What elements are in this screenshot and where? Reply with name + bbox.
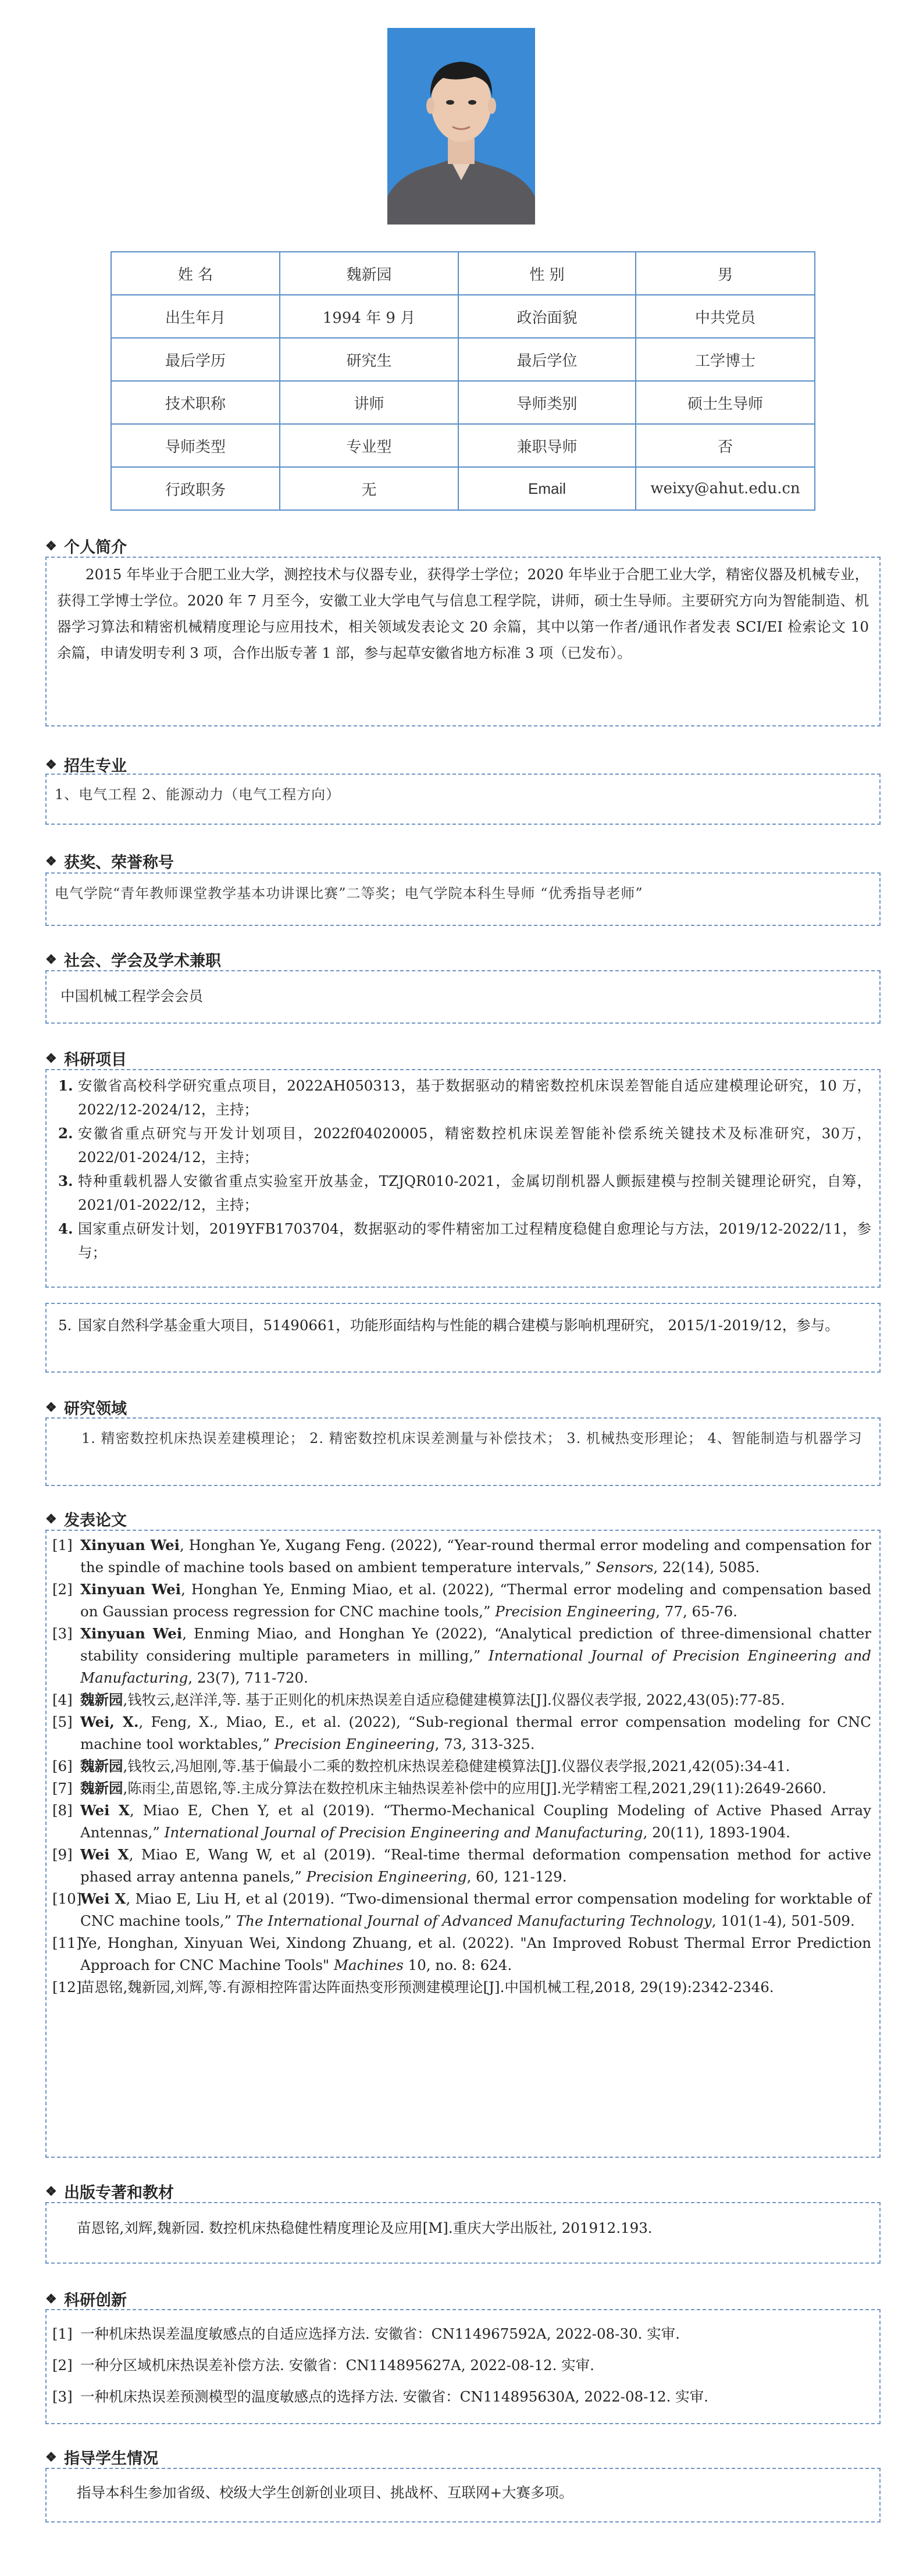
field-label: 兼职导师	[458, 424, 636, 467]
table-row	[111, 467, 815, 510]
field-value: 魏新园	[280, 252, 458, 295]
list-item: [7] 魏新园,陈雨尘,苗恩铭,等.主成分算法在数控机床主轴热误差补偿中的应用[J].光学精密工程,2021,29(11):2649-2660.	[52, 1780, 826, 1797]
field-label: 行政职务	[111, 467, 280, 510]
diamond-bullet-icon: ❖	[45, 952, 57, 967]
papers-box	[45, 1530, 881, 2158]
diamond-bullet-icon: ❖	[45, 2449, 57, 2465]
section-title-books: ❖ 出版专著和教材	[45, 2183, 174, 2202]
fields-box	[45, 1417, 881, 1486]
field-label: 性 别	[458, 252, 636, 295]
field-label: 最后学历	[111, 338, 280, 381]
field-label: 出生年月	[111, 295, 280, 338]
students-text: 指导本科生参加省级、校级大学生创新创业项目、挑战杯、互联网+大赛多项。	[77, 2484, 573, 2501]
diamond-bullet-icon: ❖	[45, 853, 57, 869]
intro-box	[45, 557, 881, 726]
list-item: [8] Wei X, Miao E, Chen Y, et al (2019). “Thermo-Mechanical Coupling Modeling of Active Phased Array Antennas,” International Journal of Precision Engineering and Manufacturing, 20(11), 1893-1904.	[52, 1802, 871, 1841]
field-value: 研究生	[280, 338, 458, 381]
section-title-students: ❖ 指导学生情况	[45, 2449, 158, 2468]
field-label: 导师类型	[111, 424, 280, 467]
field-value: weixy@ahut.edu.cn	[636, 467, 815, 510]
list-item: 5. 国家自然科学基金重大项目，51490661，功能形面结构与性能的耦合建模与影响机理研究， 2015/1-2019/12，参与。	[58, 1317, 839, 1334]
section-title-intro: ❖ 个人简介	[45, 538, 127, 557]
field-label: 技术职称	[111, 381, 280, 424]
table-row	[111, 338, 815, 381]
list-item: [5] Wei, X., Feng, X., Miao, E., et al. (2022), “Sub-regional thermal error compensation modeling for CNC machine tool worktables,” Precision Engineering, 73, 313-325.	[52, 1713, 872, 1752]
section-title-society: ❖ 社会、学会及学术兼职	[45, 952, 221, 970]
field-value: 专业型	[280, 424, 458, 467]
field-value: 讲师	[280, 381, 458, 424]
diamond-bullet-icon: ❖	[45, 1511, 57, 1527]
field-label: 最后学位	[458, 338, 636, 381]
list-item: [6] 魏新园,钱牧云,冯旭刚,等.基于偏最小二乘的数控机床热误差稳健建模算法[J].仪器仪表学报,2021,42(05):34-41.	[52, 1758, 790, 1775]
books-text	[47, 2203, 879, 2244]
list-item: 4. 国家重点研发计划，2019YFB1703704，数据驱动的零件精密加工过程精度稳健自愈理论与方法，2019/12-2022/11，参与；	[58, 1220, 871, 1261]
field-value: 硕士生导师	[636, 381, 815, 424]
table-row	[111, 295, 815, 338]
field-value: 男	[636, 252, 815, 295]
patents-list	[47, 2310, 879, 2416]
section-title-papers: ❖ 发表论文	[45, 1511, 127, 1530]
projects-box	[45, 1069, 881, 1288]
field-label: Email	[458, 467, 636, 510]
field-value: 中共党员	[636, 295, 815, 338]
awards-box	[45, 872, 881, 926]
field-value: 无	[280, 467, 458, 510]
field-value: 否	[636, 424, 815, 467]
papers-list	[47, 1531, 879, 2002]
list-item: [10] Wei X, Miao E, Liu H, et al (2019). “Two-dimensional thermal error compensation modeling for worktable of CNC machine tools,” The International Journal of Advanced Manufacturing Technology, 101(1-4), 501-509.	[52, 1890, 871, 1929]
list-item: [9] Wei X, Miao E, Wang W, et al (2019). “Real-time thermal deformation compensation method for active phased array antenna panels,” Precision Engineering, 60, 121-129.	[52, 1846, 872, 1885]
projects-list	[47, 1070, 879, 1268]
list-item: 1. 安徽省高校科学研究重点项目，2022AH050313，基于数据驱动的精密数控机床误差智能自适应建模理论研究，10 万，2022/12-2024/12，主持；	[58, 1077, 871, 1118]
list-item: [12] 苗恩铭,魏新园,刘辉,等.有源相控阵雷达阵面热变形预测建模理论[J].中国机械工程,2018, 29(19):2342-2346.	[52, 1979, 774, 1996]
field-value: 1994 年 9 月	[280, 295, 458, 338]
list-item: [1] Xinyuan Wei, Honghan Ye, Xugang Feng. (2022), “Year-round thermal error modeling and compensation for the spindle of machine tools based on ambient temperature intervals,” Sensors, 22(14), 5085.	[52, 1537, 871, 1576]
table-row	[111, 424, 815, 467]
books-box	[45, 2202, 881, 2264]
table-row	[111, 252, 815, 295]
profile-table	[111, 251, 815, 511]
list-item: [2] Xinyuan Wei, Honghan Ye, Enming Miao, et al. (2022), “Thermal error modeling and compensation based on Gaussian process regression for CNC machine tools,” Precision Engineering, 77, 65-76.	[52, 1581, 872, 1620]
students-box	[45, 2468, 881, 2522]
diamond-bullet-icon: ❖	[45, 2291, 57, 2307]
society-text: 中国机械工程学会会员	[60, 988, 203, 1004]
section-title-patents: ❖ 科研创新	[45, 2291, 127, 2310]
diamond-bullet-icon: ❖	[45, 538, 57, 554]
intro-text: 2015 年毕业于合肥工业大学，测控技术与仪器专业，获得学士学位；2020 年毕业于合肥工业大学，精密仪器及机械专业，获得工学博士学位。2020 年 7 月至今，安徽工业大学电气与信息工程学院，讲师，硕士生导师。主要研究方向为智能制造、机器学习算法和精密机械精度理论与应用技术，相关领域发表论文 20 余篇，其中以第一作者/通讯作者发表 SCI/EI 检索论文 10 余篇，申请发明专利 3 项，合作出版专著 1 部，参与起草安徽省地方标准 3 项（已发布）。	[57, 566, 869, 661]
list-item: 2. 安徽省重点研究与开发计划项目，2022f04020005，精密数控机床误差智能补偿系统关键技术及标准研究，30万，2022/01-2024/12，主持；	[58, 1125, 871, 1166]
society-box	[45, 970, 881, 1024]
projects-extra-list	[47, 1304, 879, 1341]
list-item: [1] 一种机床热误差温度敏感点的自适应选择方法. 安徽省：CN114967592A, 2022-08-30. 实审.	[52, 2325, 680, 2342]
portrait-photo	[387, 28, 535, 225]
list-item: [3] Xinyuan Wei, Enming Miao, and Honghan Ye (2022), “Analytical prediction of three-dimensional chatter stability considering multiple parameters in milling,” International Journal of Precision Engineering and Manufacturing, 23(7), 711-720.	[52, 1625, 871, 1686]
diamond-bullet-icon: ❖	[45, 757, 57, 772]
field-label: 姓 名	[111, 252, 280, 295]
list-item: [4] 魏新园,钱牧云,赵洋洋,等. 基于正则化的机床热误差自适应稳健建模算法[J].仪器仪表学报, 2022,43(05):77-85.	[52, 1691, 785, 1708]
awards-text: 电气学院“青年教师课堂教学基本功讲课比赛”二等奖；电气学院本科生导师 “优秀指导老师”	[55, 885, 643, 902]
table-row	[111, 381, 815, 424]
section-title-projects: ❖ 科研项目	[45, 1050, 127, 1069]
fields-text: 1. 精密数控机床热误差建模理论； 2. 精密数控机床误差测量与补偿技术； 3. 机械热变形理论； 4、智能制造与机器学习	[81, 1430, 863, 1446]
list-item: 3. 特种重载机器人安徽省重点实验室开放基金，TZJQR010-2021，金属切削机器人颤振建模与控制关键理论研究，自筹，2021/01-2022/12，主持；	[58, 1173, 871, 1213]
books-text-content: 苗恩铭,刘辉,魏新园. 数控机床热稳健性精度理论及应用[M].重庆大学出版社, 201912.193.	[77, 2219, 653, 2236]
field-label: 政治面貌	[458, 295, 636, 338]
majors-box	[45, 774, 881, 825]
section-title-fields: ❖ 研究领域	[45, 1399, 127, 1418]
projects-extra-box	[45, 1303, 881, 1373]
field-label: 导师类别	[458, 381, 636, 424]
diamond-bullet-icon: ❖	[45, 2183, 57, 2199]
list-item: [11] Ye, Honghan, Xinyuan Wei, Xindong Zhuang, et al. (2022). "An Improved Robust Thermal Error Prediction Approach for CNC Machine Tools" Machines 10, no. 8: 624.	[52, 1934, 871, 1973]
list-item: [3] 一种机床热误差预测模型的温度敏感点的选择方法. 安徽省：CN114895630A, 2022-08-12. 实审.	[52, 2388, 708, 2405]
majors-text: 1、电气工程 2、能源动力（电气工程方向）	[55, 786, 341, 803]
patents-box	[45, 2309, 881, 2424]
diamond-bullet-icon: ❖	[45, 1050, 57, 1066]
section-title-awards: ❖ 获奖、荣誉称号	[45, 853, 174, 872]
field-value: 工学博士	[636, 338, 815, 381]
section-title-majors: ❖ 招生专业	[45, 757, 127, 775]
diamond-bullet-icon: ❖	[45, 1399, 57, 1415]
list-item: [2] 一种分区域机床热误差补偿方法. 安徽省：CN114895627A, 2022-08-12. 实审.	[52, 2357, 594, 2374]
